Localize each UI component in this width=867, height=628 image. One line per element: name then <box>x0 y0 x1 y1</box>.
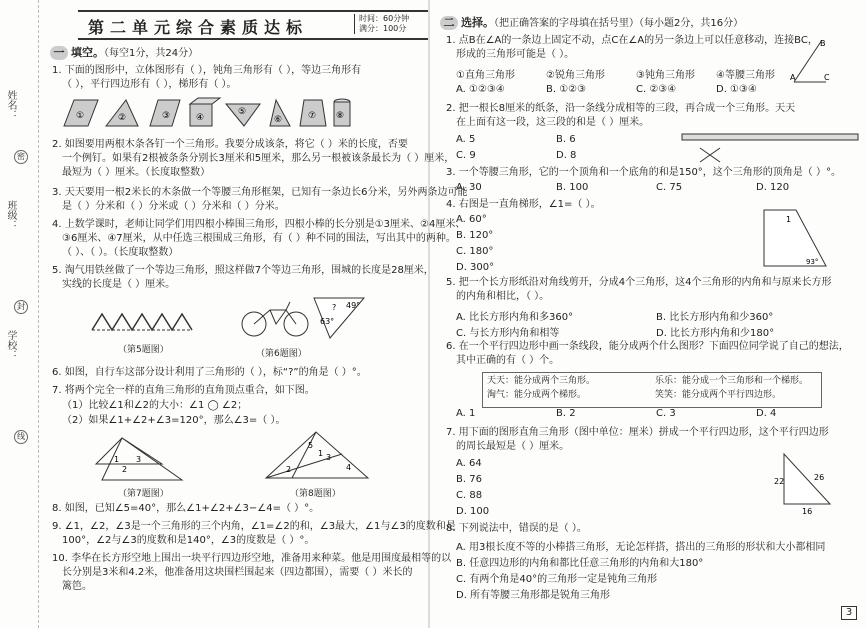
binding-margin <box>0 0 39 628</box>
r7-line2: 的周长最短是（ ）厘米。 <box>456 441 570 452</box>
r6-statement-4: 笑笑：能分成两个平行四边形。 <box>655 390 782 400</box>
section-title: 填空。 <box>71 46 104 59</box>
r5-line1: 5. 把一个长方形纸沿对角线剪开，分成4个三角形，这4个三角形的内角和与原来长方形 <box>446 277 832 288</box>
q2-line3: 最短为（ ）厘米。（长度取整数） <box>62 167 211 178</box>
r2-option-d[interactable]: D. 8 <box>556 150 577 161</box>
r2-line1: 2. 把一根长8厘米的纸条，沿一条线分成相等的三段，再合成一个三角形。天天 <box>446 103 796 114</box>
section-number: 二 <box>440 16 458 30</box>
svg-text:5: 5 <box>308 441 314 450</box>
exam-meta <box>354 14 409 34</box>
section-number: 一 <box>50 46 68 60</box>
r4-trapezoid-figure <box>760 206 830 270</box>
q5-line2: 实线的长度是（ ）厘米。 <box>62 279 176 290</box>
r6-option-d[interactable]: D. 4 <box>756 408 777 419</box>
svg-text:3: 3 <box>326 453 332 462</box>
q7-line1: 7. 将两个完全一样的直角三角形的直角顶点重合，如下图。 <box>52 385 315 396</box>
q6-triangle-figure <box>312 296 368 342</box>
q8-line1: 8. 如图，已知∠5=40°，那么∠1+∠2+∠3−∠4=（ ）°。 <box>52 503 320 514</box>
r6-statement-1: 天天：能分成两个三角形。 <box>487 376 596 386</box>
r7-line1: 7. 用下面的图形直角三角形（图中单位：厘米）拼成一个平行四边形，这个平行四边形 <box>446 427 829 438</box>
r5-option-d[interactable]: D. 比长方形内角和少180° <box>656 328 775 339</box>
q4-line3: （ ）、（ ）。（长度取整数） <box>62 247 179 258</box>
r1-option-a[interactable]: A. ①②③④ <box>456 84 505 95</box>
r3-option-d[interactable]: D. 120 <box>756 182 790 193</box>
r4-line1: 4. 右图是一直角梯形，∠1=（ ）。 <box>446 199 601 210</box>
svg-text:4: 4 <box>346 463 352 472</box>
q4-line2: ③6厘米、④7厘米，从中任选三根围成三角形，有（ ）种不同的围法，写出其中的两种。 <box>62 233 456 244</box>
r8-line1: 8. 下列说法中，错误的是（ ）。 <box>446 523 587 534</box>
r2-option-b[interactable]: B. 6 <box>556 134 576 145</box>
r8-option-a[interactable]: A. 用3根长度不等的小棒搭三角形，无论怎样搭，搭出的三角形的形状和大小都相同 <box>456 542 826 553</box>
r3-option-a[interactable]: A. 30 <box>456 182 482 193</box>
school-label: 学校： <box>5 330 16 360</box>
section-note: （每空1分，共24分） <box>104 48 199 59</box>
r3-option-b[interactable]: B. 100 <box>556 182 589 193</box>
q1-line1: 1. 下面的图形中，立体图形有（ ），钝角三角形有（ ），等边三角形有 <box>52 65 362 76</box>
r1-statement-4: ④等腰三角形 <box>716 70 775 81</box>
seal-mark-2: 封 <box>14 300 28 314</box>
r8-option-b[interactable]: B. 任意四边形的内角和都比任意三角形的内角和大180° <box>456 558 704 569</box>
q6-angle-49: 49° <box>346 301 361 310</box>
r6-line2: 其中正确的有（ ）个。 <box>456 355 560 366</box>
r1-option-d[interactable]: D. ①③④ <box>716 84 757 95</box>
q7-line2: （1）比较∠1和∠2的大小：∠1 ◯ ∠2； <box>62 400 248 411</box>
q10-line2: 长分别是3米和4.2米，他准备用这块围栏围起来（四边都围），需要（ ）米长的 <box>62 567 413 578</box>
q2-line1: 2. 如图要用两根木条各钉一个三角形。我要分成该条，将它（ ）米的长度，否要 <box>52 139 408 150</box>
class-label: 班级： <box>5 200 16 230</box>
r7-side-16: 16 <box>802 507 813 516</box>
r7-side-26: 26 <box>814 473 825 482</box>
shape-label-4: ④ <box>196 113 205 123</box>
r7-side-22: 22 <box>774 477 785 486</box>
r2-option-c[interactable]: C. 9 <box>456 150 476 161</box>
r2-line2: 在上面有这一段，这三段的和是（ ）厘米。 <box>456 117 650 128</box>
r4-option-d[interactable]: D. 300° <box>456 262 495 273</box>
section-title: 选择。 <box>461 16 494 29</box>
r4-option-c[interactable]: C. 180° <box>456 246 494 257</box>
r3-line1: 3. 一个等腰三角形，它的一个顶角和一个底角的和是150°，这个三角形的顶角是（ ）°。 <box>446 167 841 178</box>
svg-text:A: A <box>790 73 796 82</box>
r8-option-d[interactable]: D. 所有等腰三角形都是锐角三角形 <box>456 590 611 601</box>
page-number: 3 <box>841 606 857 620</box>
q6-line1: 6. 如图，自行车这部分设计利用了三角形的（ ），标“?”的角是（ ）°。 <box>52 367 367 378</box>
r7-option-d[interactable]: D. 100 <box>456 506 490 517</box>
bicycle-figure <box>240 296 310 338</box>
r5-option-c[interactable]: C. 与长方形内角和相等 <box>456 328 560 339</box>
shape-label-5: ⑤ <box>238 107 247 117</box>
page-title: 第二单元综合素质达标 <box>88 18 309 37</box>
r2-paper-strip-figure <box>680 124 860 164</box>
r4-angle-93: 93° <box>806 258 819 266</box>
r6-line1: 6. 在一个平行四边形中画一条线段，能分成两个什么图形？下面四位同学说了自己的想法， <box>446 341 849 352</box>
name-label: 姓名： <box>5 90 16 120</box>
r2-option-a[interactable]: A. 5 <box>456 134 476 145</box>
svg-text:B: B <box>820 39 826 48</box>
q7-caption: （第7题图） <box>118 489 169 499</box>
r4-option-a[interactable]: A. 60° <box>456 214 487 225</box>
r1-statement-1: ①直角三角形 <box>456 70 515 81</box>
r5-line2: 的内角和相比，（ ）。 <box>456 291 550 302</box>
section-note: （把正确答案的字母填在括号里）（每小题2分，共16分） <box>494 18 744 29</box>
q5-zigzag-figure <box>90 310 200 334</box>
q8-caption: （第8题图） <box>290 489 341 499</box>
r1-angle-figure <box>790 36 830 86</box>
r1-line1: 1. 点B在∠A的一条边上固定不动，点C在∠A的另一条边上可以任意移动，连接BC， <box>446 35 818 46</box>
shape-label-7: ⑦ <box>308 111 317 121</box>
r3-option-c[interactable]: C. 75 <box>656 182 683 193</box>
r6-option-c[interactable]: C. 3 <box>656 408 676 419</box>
svg-text:1: 1 <box>114 455 120 464</box>
q4-line1: 4. 上数学课时，老师让同学们用四根小棒围三角形，四根小棒的长分别是①3厘米、②4厘米、 <box>52 219 466 230</box>
r6-statement-2: 乐乐：能分成一个三角形和一个梯形。 <box>655 376 809 386</box>
r6-option-b[interactable]: B. 2 <box>556 408 576 419</box>
shape-label-8: ⑧ <box>336 111 345 121</box>
r6-statements-box <box>482 372 822 408</box>
r1-option-c[interactable]: C. ②③④ <box>636 84 677 95</box>
shape-label-6: ⑥ <box>274 115 283 125</box>
shape-label-2: ② <box>118 113 127 123</box>
time-limit: 时间：60分钟 <box>359 14 410 23</box>
q1-shapes <box>60 96 360 132</box>
q1-line2: （ ），平行四边形有（ ），梯形有（ ）。 <box>62 79 237 90</box>
q10-line3: 篱笆。 <box>62 581 92 592</box>
shape-label-1: ① <box>76 111 85 121</box>
r1-line2: 形成的三角形可能是（ ）。 <box>456 49 575 60</box>
svg-text:C: C <box>824 73 830 82</box>
r6-option-a[interactable]: A. 1 <box>456 408 476 419</box>
svg-text:3: 3 <box>136 455 142 464</box>
r1-option-b[interactable]: B. ①②③ <box>546 84 587 95</box>
shape-label-3: ③ <box>162 111 171 121</box>
r7-option-b[interactable]: B. 76 <box>456 474 482 485</box>
seal-mark-3: 线 <box>14 430 28 444</box>
r8-option-c[interactable]: C. 有两个角是40°的三角形一定是钝角三角形 <box>456 574 658 585</box>
svg-text:2: 2 <box>122 465 128 474</box>
r5-option-b[interactable]: B. 比长方形内角和少360° <box>656 312 774 323</box>
r7-option-a[interactable]: A. 64 <box>456 458 482 469</box>
r4-angle-label: 1 <box>786 215 792 224</box>
q7-line3: （2）如果∠1+∠2+∠3=120°，那么∠3=（ ）。 <box>62 415 286 426</box>
q6-angle-63: 63° <box>320 317 335 326</box>
q7-figure <box>92 434 192 484</box>
q3-line1: 3. 天天要用一根2米长的木条做一个等腰三角形框架，已知有一条边长6分米，另外两条边可能 <box>52 187 468 198</box>
r1-statement-2: ②锐角三角形 <box>546 70 605 81</box>
q10-line1: 10. 李华在长方形空地上围出一块平行四边形空地，准备用来种菜。他是用围度最相等的以 <box>52 553 452 564</box>
r4-option-b[interactable]: B. 120° <box>456 230 494 241</box>
q6-caption: （第6题图） <box>256 349 307 359</box>
r7-triangle-figure <box>774 450 840 516</box>
header <box>78 10 428 40</box>
r1-statement-3: ③钝角三角形 <box>636 70 695 81</box>
section-2-heading <box>440 14 743 30</box>
svg-text:2: 2 <box>286 465 292 474</box>
q8-figure <box>262 430 372 482</box>
svg-text:1: 1 <box>318 449 324 458</box>
q9-line2: 100°，∠2与∠3的度数和是140°，∠3的度数是（ ）°。 <box>62 535 315 546</box>
r5-option-a[interactable]: A. 比长方形内角和多360° <box>456 312 574 323</box>
seal-mark: 密 <box>14 150 28 164</box>
section-1-heading <box>50 44 198 60</box>
full-score: 满分：100分 <box>359 24 407 33</box>
q9-line1: 9. ∠1，∠2，∠3是一个三角形的三个内角，∠1=∠2的和，∠3最大，∠1与∠3的度数和是 <box>52 521 456 532</box>
r7-option-c[interactable]: C. 88 <box>456 490 483 501</box>
r6-statement-3: 淘气：能分成两个梯形。 <box>487 390 587 400</box>
q5-line1: 5. 淘气用铁丝做了一个等边三角形，照这样做7个等边三角形，围城的长度是28厘米， <box>52 265 434 276</box>
q5-caption: （第5题图） <box>118 345 169 355</box>
q2-line2: 一个例钉。如果有2根被条条分别长3厘米和5厘米，那么另一根被该条最长为（ ）厘米， <box>62 153 455 164</box>
q3-line2: 是（ ）分米和（ ）分米或（ ）分米和（ ）分米。 <box>62 201 285 212</box>
q6-unknown-angle: ? <box>332 303 337 312</box>
